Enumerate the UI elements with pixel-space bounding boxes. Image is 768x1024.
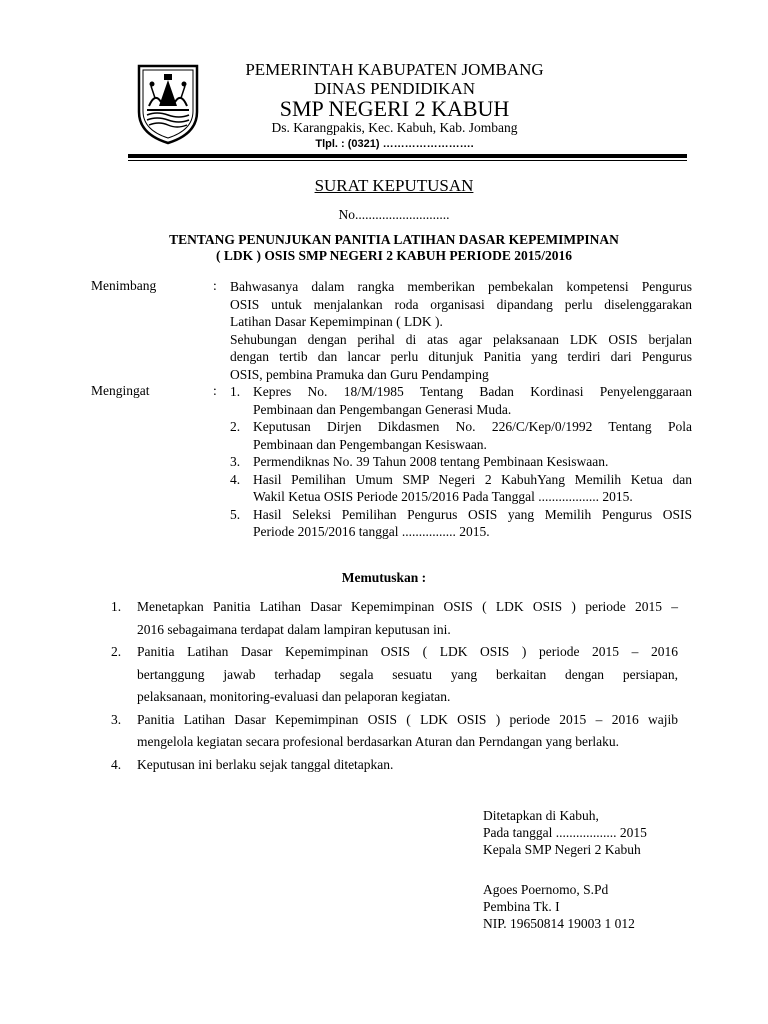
school-name: SMP NEGERI 2 KABUH (279, 96, 510, 121)
mengingat-item (230, 418, 692, 453)
subject-line-1: TENTANG PENUNJUKAN PANITIA LATIHAN DASAR KEPEMIMPINAN (169, 232, 619, 247)
menimbang-p2-line: dengan tertib dan lancar perlu ditunjuk Panitia yang terdiri dari Pengurus (230, 349, 692, 364)
school-phone: Tlpl. : (0321) ……………………. (315, 138, 474, 150)
subject-line-2: ( LDK ) OSIS SMP NEGERI 2 KABUH PERIODE 2015/2016 (216, 248, 572, 263)
mengingat-colon: : (213, 383, 217, 398)
item-line: Wakil Ketua OSIS Periode 2015/2016 Pada Tanggal .................. 2015. (253, 489, 633, 504)
list-number: 1. (230, 384, 241, 399)
menimbang-text (230, 278, 692, 383)
item-line: Pembinaan dan Pengembangan Generasi Muda. (253, 401, 512, 417)
memutuskan-list (111, 596, 678, 776)
signature-position: Kepala SMP Negeri 2 Kabuh (483, 842, 641, 857)
item-line: Periode 2015/2016 tanggal ................ 2015. (253, 524, 490, 539)
menimbang-colon: : (213, 278, 217, 293)
mengingat-item (230, 506, 692, 541)
decision-item (111, 754, 678, 777)
item-line: Keputusan ini berlaku sejak tanggal ditetapkan. (137, 756, 394, 772)
menimbang-p1-line: Latihan Dasar Kepemimpinan ( LDK ). (230, 314, 443, 329)
signatory-nip: NIP. 19650814 19003 1 012 (483, 916, 635, 931)
mengingat-list (230, 383, 692, 541)
letterhead-divider-thick (128, 154, 687, 158)
decision-item (111, 641, 678, 709)
list-number: 4. (230, 471, 241, 487)
signatory-name: Agoes Poernomo, S.Pd (483, 882, 609, 897)
item-line: pelaksanaan, monitoring-evaluasi dan pelaporan kegiatan. (137, 689, 451, 704)
letterhead-divider-thin (128, 160, 687, 161)
memutuskan-heading: Memutuskan : (341, 570, 427, 585)
list-number: 5. (230, 506, 241, 522)
item-line: mengelola kegiatan secara profesional berdasarkan Aturan dan Perndangan yang berlaku. (137, 734, 620, 749)
menimbang-p1-line: Bahwasanya dalam rangka memberikan pembekalan kompetensi Pengurus (230, 279, 692, 294)
list-number: 3. (111, 711, 122, 727)
list-number: 3. (230, 454, 241, 469)
department-name: DINAS PENDIDIKAN (313, 79, 476, 98)
item-line: Kepres No. 18/M/1985 Tentang Badan Kordinasi Penyelenggaraan (253, 384, 692, 399)
decision-item (111, 596, 678, 641)
document-title: SURAT KEPUTUSAN (314, 176, 474, 195)
document-number: No............................ (338, 207, 450, 222)
item-line: Permendiknas No. 39 Tahun 2008 tentang Pembinaan Kesiswaan. (253, 454, 609, 469)
list-number: 2. (111, 644, 122, 659)
school-address: Ds. Karangpakis, Kec. Kabuh, Kab. Jombang (271, 120, 518, 135)
list-number: 2. (230, 419, 241, 434)
signatory-rank: Pembina Tk. I (483, 899, 560, 914)
item-line: Pembinaan dan Pengembangan Kesiswaan. (253, 436, 487, 452)
item-line: Hasil Pemilihan Umum SMP Negeri 2 KabuhYang Memilih Ketua dan (253, 471, 692, 487)
decision-item (111, 709, 678, 754)
item-line: Keputusan Dirjen Dikdasmen No. 226/C/Kep/0/1992 Tentang Pola (253, 419, 692, 434)
item-line: Panitia Latihan Dasar Kepemimpinan OSIS ( LDK OSIS ) periode 2015 – 2016 (137, 644, 678, 659)
government-name: PEMERINTAH KABUPATEN JOMBANG (245, 60, 544, 79)
menimbang-p2-line: OSIS, pembina Pramuka dan Guru Pendamping (230, 366, 489, 382)
item-line: bertanggung jawab terhadap segala sesuatu yang berkaitan dengan persiapan, (137, 666, 678, 682)
menimbang-label: Menimbang (91, 278, 157, 293)
signature-place: Ditetapkan di Kabuh, (483, 808, 599, 823)
list-number: 1. (111, 599, 122, 614)
item-line: Menetapkan Panitia Latihan Dasar Kepemimpinan OSIS ( LDK OSIS ) periode 2015 – (137, 599, 678, 614)
signatory-details (483, 881, 635, 932)
item-line: Hasil Seleksi Pemilihan Pengurus OSIS yang Memilih Pengurus OSIS (253, 506, 692, 522)
list-number: 4. (111, 756, 122, 772)
menimbang-p1-line: OSIS untuk menjalankan roda organisasi dipandang perlu diselenggarakan (230, 296, 692, 312)
signature-header (483, 807, 647, 858)
regency-coat-of-arms-icon (135, 62, 201, 146)
mengingat-item (230, 453, 692, 471)
mengingat-label: Mengingat (91, 383, 150, 398)
mengingat-item (230, 383, 692, 418)
mengingat-item (230, 471, 692, 506)
item-line: Panitia Latihan Dasar Kepemimpinan OSIS ( LDK OSIS ) periode 2015 – 2016 wajib (137, 711, 678, 727)
signature-date: Pada tanggal .................. 2015 (483, 825, 647, 840)
menimbang-p2-line: Sehubungan dengan perihal di atas agar pelaksanaan LDK OSIS berjalan (230, 331, 692, 347)
item-line: 2016 sebagaimana terdapat dalam lampiran keputusan ini. (137, 621, 451, 637)
